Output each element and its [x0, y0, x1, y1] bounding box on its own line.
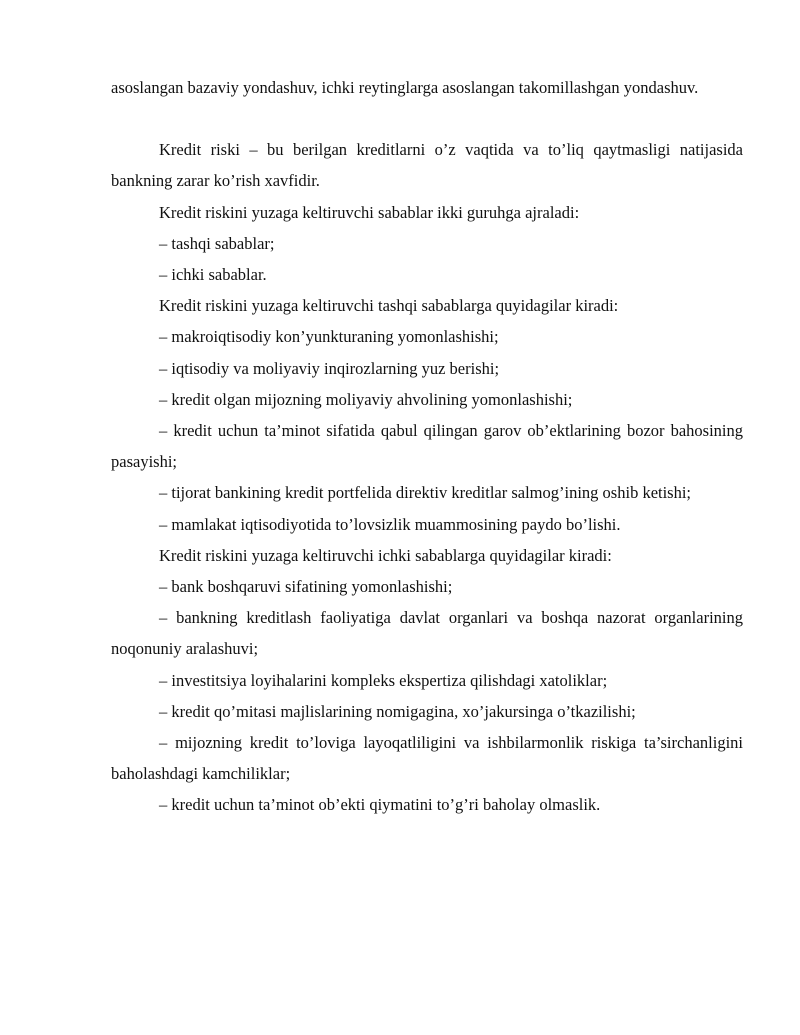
list-item: – makroiqtisodiy kon’yunkturaning yomonlashishi;: [159, 327, 499, 347]
paragraph-6: Kredit riskini yuzaga keltiruvchi tashqi sabablarga quyidagilar kiradi:: [159, 296, 619, 316]
list-item: – kredit uchun ta’minot ob’ekti qiymatini to’g’ri baholay olmaslik.: [159, 795, 601, 815]
paragraph-1: asoslangan bazaviy yondashuv, ichki reytinglarga asoslangan takomillashgan yondashuv.: [111, 78, 699, 97]
paragraph-3: Kredit riskini yuzaga keltiruvchi sabablar ikki guruhga ajraladi:: [159, 202, 580, 222]
list-item: – kredit olgan mijozning moliyaviy ahvolining yomonlashishi;: [159, 389, 573, 409]
list-item: – kredit qo’mitasi majlislarining nomigagina, xo’jakursinga o’tkazilishi;: [159, 701, 636, 721]
list-item: – kredit uchun ta’minot sifatida qabul qilingan garov ob’ektlarining bozor bahosining pasayishi;: [111, 421, 743, 472]
paragraph-gap: [111, 103, 743, 134]
paragraph-2: Kredit riski – bu berilgan kreditlarni o’z vaqtida va to’liq qaytmasligi natijasida bankning zarar ko’rish xavfidir.: [111, 140, 743, 191]
list-item: – mijozning kredit to’loviga layoqatliligini va ishbilarmonlik riskiga ta’sirchanligini baholashdagi kamchiliklar;: [111, 733, 743, 784]
list-item: – bank boshqaruvi sifatining yomonlashishi;: [159, 577, 453, 597]
list-item: – tashqi sabablar;: [159, 233, 275, 253]
list-item: – ichki sabablar.: [159, 265, 267, 285]
paragraph-13: Kredit riskini yuzaga keltiruvchi ichki sabablarga quyidagilar kiradi:: [159, 545, 612, 565]
list-item: – bankning kreditlash faoliyatiga davlat organlari va boshqa nazorat organlarining noqonuniy aralashuvi;: [111, 608, 743, 659]
list-item: – mamlakat iqtisodiyotida to’lovsizlik muammosining paydo bo’lishi.: [159, 514, 621, 534]
list-item: – investitsiya loyihalarini kompleks ekspertiza qilishdagi xatoliklar;: [159, 670, 608, 690]
list-item: – tijorat bankining kredit portfelida direktiv kreditlar salmog’ining oshib ketishi;: [159, 483, 692, 503]
list-item: – iqtisodiy va moliyaviy inqirozlarning yuz berishi;: [159, 358, 500, 378]
